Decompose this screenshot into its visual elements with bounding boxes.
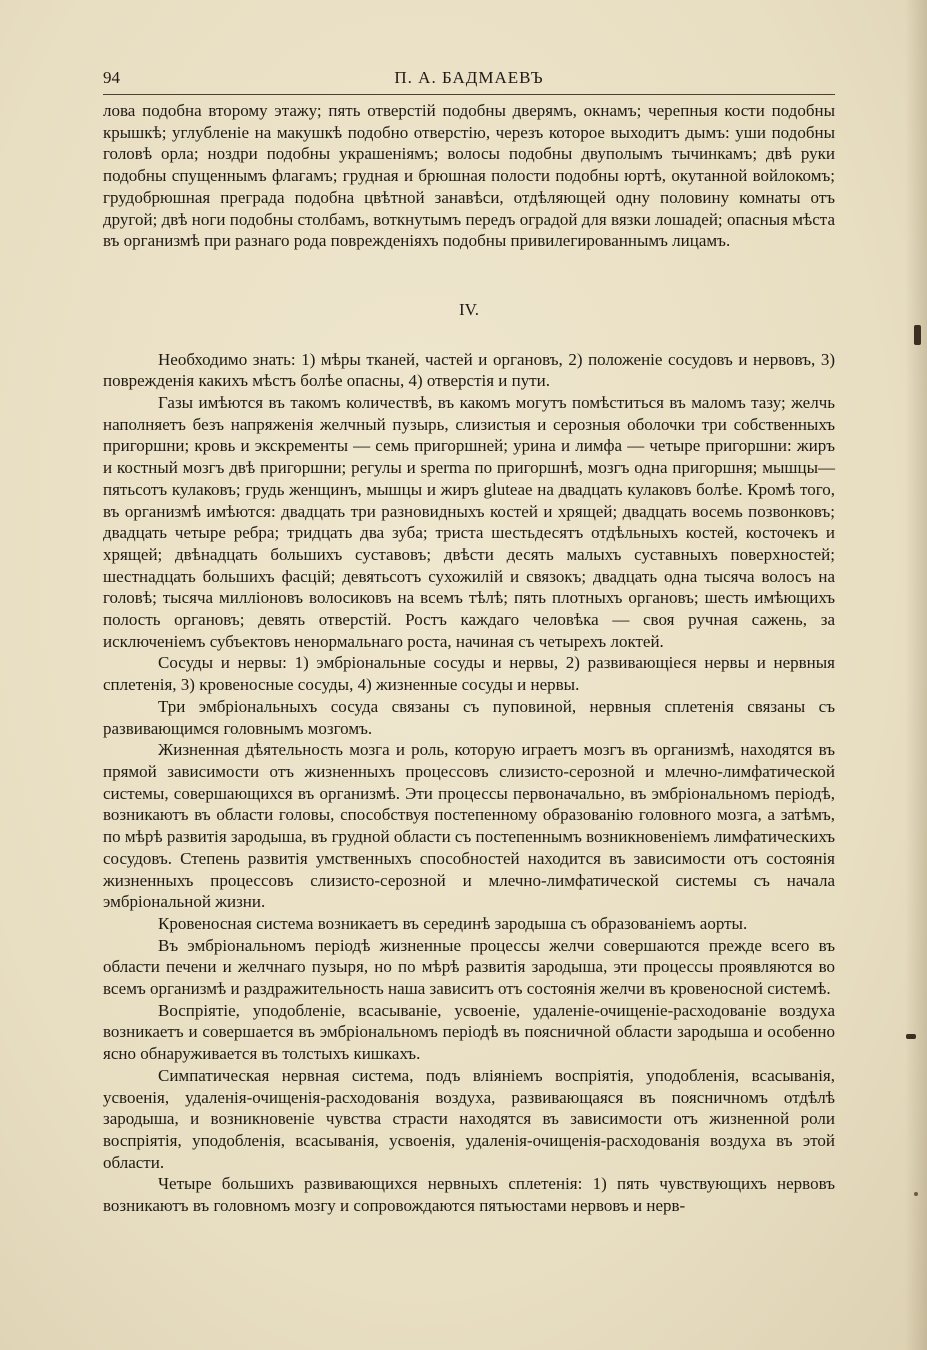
- paragraph: Необходимо знать: 1) мѣры тканей, частей и органовъ, 2) положеніе сосудовъ и нервовъ, 3) поврежденія какихъ мѣстъ болѣе опасны, 4) отверстія и пути.: [103, 349, 835, 391]
- paragraph: Четыре большихъ развивающихся нервныхъ сплетенія: 1) пять чувствующихъ нервовъ возникаютъ въ головномъ мозгу и сопровождаются пятьюстами нервовъ и нерв-: [103, 1174, 835, 1216]
- paragraph: Сосуды и нервы: 1) эмбріональные сосуды и нервы, 2) развивающіеся нервы и нервныя сплетенія, 3) кровеносные сосуды, 4) жизненные сосуды и нервы.: [103, 653, 835, 695]
- paragraph: Жизненная дѣятельность мозга и роль, которую играетъ мозгъ въ организмѣ, находятся въ прямой зависимости отъ жизненныхъ процессовъ слизисто-серозной и млечно-лимфатической системы, совершающихся въ организмѣ. Эти процессы первоначально, въ эмбріональномъ періодѣ, возникаютъ въ области головы, способствуя постепенному образованію головного мозга, а затѣмъ, по мѣрѣ развитія зародыша, въ грудной области съ постепеннымъ возникновеніемъ лимфатическихъ сосудовъ. Степень развитія умственныхъ способностей находится въ зависимости отъ состоянія жизненныхъ процессовъ слизисто-серозной и млечно-лимфатической системы съ начала эмбріональной жизни.: [103, 740, 835, 912]
- paragraph: Симпатическая нервная система, подъ вліяніемъ воспріятія, уподобленія, всасыванія, усвоенія, удаленія-очищенія-расходованія воздуха, развивающаяся въ поясничномъ отдѣлѣ зародыша, и возникновеніе чувства страсти находятся въ зависимости отъ жизненной роли воспріятія, уподобленія, всасыванія, усвоенія, удаленія-очищенія-расходованія воздуха въ этой области.: [103, 1065, 835, 1172]
- page-number: 94: [103, 68, 120, 87]
- ink-mark: [914, 325, 921, 345]
- body-text: [103, 100, 835, 1217]
- section-heading: IV.: [459, 299, 479, 319]
- page-header: [103, 68, 835, 90]
- paragraph: Три эмбріональныхъ сосуда связаны съ пуповиной, нервныя сплетенія связаны съ развивающимся головнымъ мозгомъ.: [103, 696, 835, 738]
- running-head: П. А. БАДМАЕВЪ: [394, 68, 544, 87]
- page-edge-shadow: [905, 0, 927, 1350]
- paragraph: Кровеносная система возникаетъ въ серединѣ зародыша съ образованіемъ аорты.: [158, 913, 748, 933]
- paragraph: Воспріятіе, уподобленіе, всасываніе, усвоеніе, удаленіе-очищеніе-расходованіе воздуха возникаетъ и совершается въ эмбріональномъ періодѣ въ поясничной области зародыша и особенно ясно обнаруживается въ толстыхъ кишкахъ.: [103, 1000, 835, 1064]
- paragraph: Газы имѣются въ такомъ количествѣ, въ какомъ могутъ помѣститься въ маломъ тазу; желчь наполняетъ безъ напряженія желчный пузырь, слизистыя и серозныя оболочки три собственныхъ пригоршни; кровь и экскременты — семь пригоршней; урина и лимфа — четыре пригоршни: жиръ и костный мозгъ двѣ пригоршни; регулы и sperma по пригоршнѣ, мозгъ одна пригоршня; мышцы—пятьсотъ кулаковъ; грудь женщинъ, мышцы и жиръ gluteae на двадцать кулаковъ болѣе. Кромѣ того, въ организмѣ имѣются: двадцать три разновидныхъ костей и хрящей; двадцать восемь позвонковъ; двадцать четыре ребра; тридцать два зуба; триста шестьдесятъ отдѣльныхъ костей, косточекъ и хрящей; двѣнадцать большихъ суставовъ; двѣсти десять малыхъ суставныхъ поверхностей; шестнадцать большихъ фасцій; девятьсотъ сухожилій и связокъ; двадцать одна тысяча волосъ на головѣ; тысяча милліоновъ волосиковъ на всемъ тѣлѣ; пять плотныхъ органовъ; шесть имѣющихъ полость органовъ; девять отверстій. Ростъ каждаго человѣка — своя ручная сажень, за исключеніемъ субъектовъ ненормальнаго роста, начиная съ четырехъ локтей.: [103, 393, 835, 651]
- ink-mark: [914, 1192, 918, 1196]
- intro-paragraph: лова подобна второму этажу; пять отверстій подобны дверямъ, окнамъ; черепныя кости подобны крышкѣ; углубленіе на макушкѣ подобно отверстію, черезъ которое выходитъ дымъ: уши подобны головѣ орла; ноздри подобны украшеніямъ; волосы подобны двуполымъ тычинкамъ; двѣ руки подобны спущеннымъ флагамъ; грудная и брюшная полости подобны юртѣ, окутанной войлокомъ; грудобрюшная преграда подобна цвѣтной занавѣси, отдѣляющей одну половину комнаты отъ другой; двѣ ноги подобны столбамъ, воткнутымъ передъ оградой для вязки лошадей; опасныя мѣста въ организмѣ при разнаго рода поврежденіяхъ подобны привилегированнымъ лицамъ.: [103, 101, 835, 251]
- header-rule: [103, 94, 835, 95]
- ink-mark: [906, 1034, 916, 1039]
- paragraph: Въ эмбріональномъ періодѣ жизненные процессы желчи совершаются прежде всего въ области печени и желчнаго пузыря, но по мѣрѣ развитія зародыша, эти процессы проявляются во всемъ организмѣ и раздражительность наша зависитъ отъ состоянія желчи въ кровеносной системѣ.: [103, 935, 835, 999]
